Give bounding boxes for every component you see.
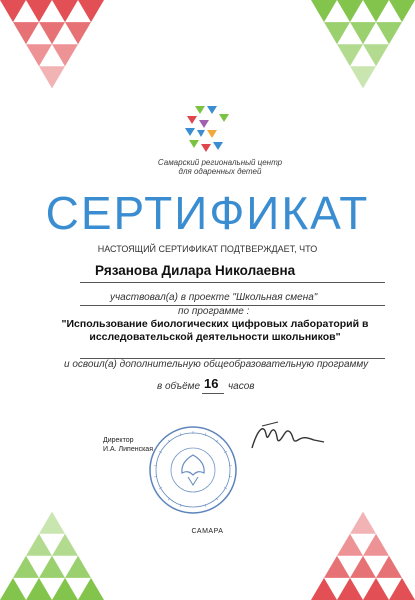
completion-text: и освоил(а) дополнительную общеобразовательную программу xyxy=(64,359,369,370)
corner-triangle xyxy=(52,534,78,556)
corner-triangle xyxy=(39,556,65,578)
corner-triangle xyxy=(65,22,91,44)
corner-triangle xyxy=(311,578,337,600)
corner-triangle xyxy=(350,66,376,88)
corner-triangle xyxy=(376,22,402,44)
corner-triangle xyxy=(39,66,65,88)
city-label: САМАРА xyxy=(191,528,224,535)
corner-triangle xyxy=(389,0,415,22)
volume-unit: часов xyxy=(228,381,255,392)
corner-triangle xyxy=(337,44,363,66)
volume-hours: 16 xyxy=(204,376,219,391)
corner-triangle xyxy=(0,578,26,600)
corner-triangle xyxy=(26,44,52,66)
corner-triangle xyxy=(52,0,78,22)
corner-triangle xyxy=(363,0,389,22)
director-position: Директор xyxy=(103,437,134,444)
organization-line-2: для одаренных детей xyxy=(178,167,262,176)
corner-triangle xyxy=(78,0,104,22)
corner-triangle xyxy=(324,22,350,44)
corner-triangle xyxy=(337,578,363,600)
volume-prefix: в объёме xyxy=(157,381,201,392)
corner-triangle xyxy=(363,578,389,600)
confirmation-text: НАСТОЯЩИЙ СЕРТИФИКАТ ПОДТВЕРЖДАЕТ, ЧТО xyxy=(97,244,318,254)
director-block xyxy=(103,436,153,454)
certificate-title: СЕРТИФИКАТ xyxy=(45,187,370,239)
handwritten-signature xyxy=(248,418,328,458)
corner-triangle xyxy=(39,22,65,44)
hours-underline xyxy=(202,393,224,394)
corner-triangle xyxy=(78,578,104,600)
corner-triangle xyxy=(350,22,376,44)
corner-triangle xyxy=(52,578,78,600)
corner-triangle xyxy=(65,556,91,578)
name-underline xyxy=(80,282,385,283)
corner-triangle xyxy=(376,556,402,578)
director-name: И.А. Липенская xyxy=(103,446,153,453)
corner-triangle xyxy=(26,578,52,600)
corner-triangle xyxy=(363,534,389,556)
corner-triangle xyxy=(0,0,26,22)
organization-line-1: Самарский региональный центр xyxy=(157,158,283,167)
participation-text: участвовал(а) в проекте "Школьная смена" xyxy=(110,292,318,303)
corner-triangle xyxy=(26,0,52,22)
corner-triangle xyxy=(26,534,52,556)
program-intro: по программе : xyxy=(178,306,250,317)
corner-triangle xyxy=(52,44,78,66)
official-seal-stamp xyxy=(148,425,238,515)
corner-triangle xyxy=(311,0,337,22)
corner-triangle xyxy=(13,556,39,578)
corner-triangle xyxy=(389,578,415,600)
corner-triangle xyxy=(324,556,350,578)
corner-triangle xyxy=(337,534,363,556)
program-title: "Использование биологических цифровых лабораторий в исследовательской деятельности школьников" xyxy=(61,318,369,343)
recipient-name: Рязанова Дилара Николаевна xyxy=(95,263,296,278)
center-logo-icon xyxy=(183,104,233,154)
corner-triangle xyxy=(363,44,389,66)
corner-triangle xyxy=(337,0,363,22)
corner-triangle xyxy=(13,22,39,44)
organization-name xyxy=(130,158,310,176)
corner-triangle xyxy=(350,556,376,578)
